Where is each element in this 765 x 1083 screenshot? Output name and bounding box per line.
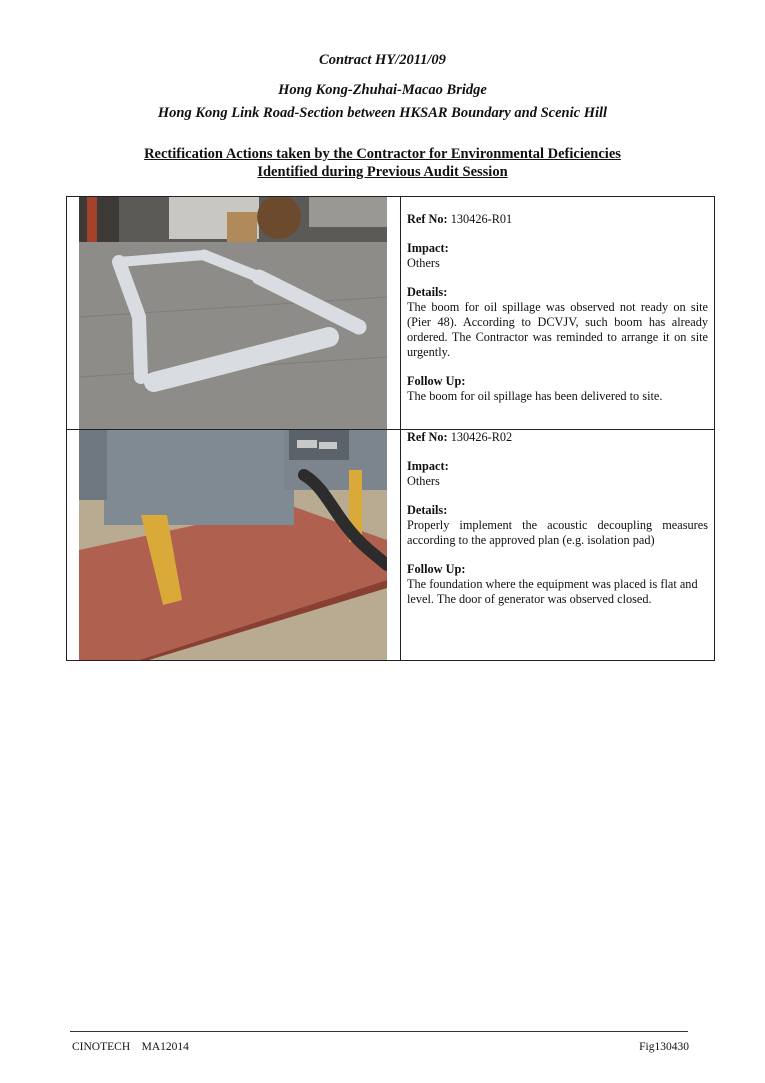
- ref-label: Ref No:: [407, 430, 448, 444]
- impact-value: Others: [407, 256, 440, 270]
- record-info-cell: [401, 197, 715, 430]
- photo-cell: [67, 197, 401, 430]
- impact-value: Others: [407, 474, 440, 488]
- oil-spillage-boom-photo: [79, 197, 387, 429]
- title-line-2: Identified during Previous Audit Session: [257, 164, 508, 180]
- footer-divider: [70, 1031, 688, 1032]
- project-heading: Hong Kong-Zhuhai-Macao Bridge: [278, 82, 487, 98]
- table-row: [67, 430, 715, 661]
- impact-label: Impact:: [407, 459, 449, 473]
- photo-cell: [67, 430, 401, 661]
- ref-label: Ref No:: [407, 212, 448, 226]
- ref-number: 130426-R02: [450, 430, 513, 444]
- section-heading: Hong Kong Link Road-Section between HKSAR Boundary and Scenic Hill: [157, 105, 608, 121]
- footer-right: Fig130430: [639, 1041, 689, 1053]
- table-row: [67, 197, 715, 430]
- generator-foundation-photo: [79, 430, 387, 660]
- rectification-table: [66, 196, 715, 661]
- follow-up-label: Follow Up:: [407, 374, 466, 388]
- details-label: Details:: [407, 503, 448, 517]
- ref-number: 130426-R01: [450, 212, 513, 226]
- record-info-cell: [401, 430, 715, 661]
- follow-up-text: The boom for oil spillage has been delivered to site.: [407, 389, 663, 403]
- impact-label: Impact:: [407, 241, 449, 255]
- details-label: Details:: [407, 285, 448, 299]
- details-text: The boom for oil spillage was observed not ready on site (Pier 48). According to DCVJV, such boom has already ordered. The Contractor was reminded to arrange it on site urgently.: [407, 300, 708, 359]
- footer-left: CINOTECH MA12014: [72, 1041, 189, 1053]
- contract-heading: Contract HY/2011/09: [319, 52, 446, 68]
- follow-up-label: Follow Up:: [407, 562, 466, 576]
- title-line-1: Rectification Actions taken by the Contractor for Environmental Deficiencies: [144, 146, 621, 162]
- follow-up-text: The foundation where the equipment was placed is flat and level. The door of generator was observed closed.: [407, 577, 698, 606]
- details-text: Properly implement the acoustic decoupling measures according to the approved plan (e.g. isolation pad): [407, 518, 708, 547]
